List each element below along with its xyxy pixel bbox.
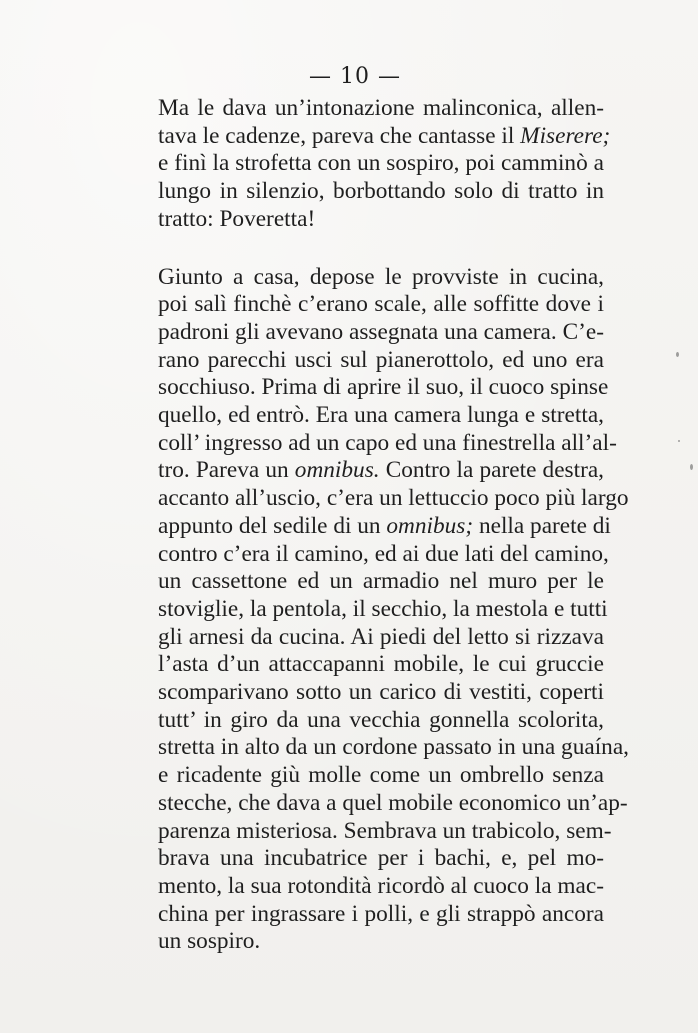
text-line [138,789,628,818]
text-run: Ma le dava un’intonazione malinconica, allen- [158,95,604,121]
text-run: stecche, che dava a quel mobile economico un’ap- [158,789,628,816]
scan-speck [690,464,693,470]
text-run: e finì la strofetta con un sospiro, poi camminò a [158,150,604,177]
text-line [138,264,604,292]
italic-run: omnibus. [294,457,380,484]
text-run: rano parecchi usci sul pianerottolo, ed uno era [158,346,604,373]
text-run: un cassettone ed un armadio nel muro per le [158,568,604,595]
text-line [138,928,604,956]
text-line [138,485,629,513]
text-run: tava le cadenze, pareva che cantasse il [158,122,521,149]
text-line [138,347,604,375]
text-run: tro. Pareva un [158,457,295,484]
text-line [138,95,604,123]
text-line [138,595,608,624]
text-line [138,402,604,430]
text-line [138,873,604,901]
text-run: padroni gli avevano assegnata una camera. C’e- [158,318,604,345]
text-run: quello, ed entrò. Era una camera lunga e stretta, [158,402,604,429]
text-line [138,901,604,929]
text-run: contro c’era il camino, ed ai due lati del camino, [158,540,609,567]
text-line [138,206,604,234]
text-run: mento, la sua rotondità ricordò al cuoco la mac- [158,872,604,899]
text-run: e ricadente giù molle come un ombrello senza [158,762,604,789]
text-line [138,734,629,762]
text-line [138,122,611,151]
text-line [138,707,604,735]
text-run: Giunto a casa, depose le provviste in cucina, [158,263,604,290]
text-line [138,429,617,458]
text-run: lungo in silenzio, borbottando solo di tratto in [158,178,604,205]
text-line [138,457,604,485]
text-run: brava una incubatrice per i bachi, e, pel mo- [158,845,604,872]
text-line [138,319,604,347]
text-run: china per ingrassare i polli, e gli strappò ancora [158,900,604,927]
text-run: Contro la parete destra, [379,457,604,484]
text-run: poi salì finchè c’erano scale, alle soffitte dove i [158,291,604,318]
text-run: appunto del sedile di un [158,512,387,539]
body-text [138,95,629,956]
paragraph [138,95,611,234]
text-run: l’asta d’un attaccapanni mobile, le cui gruccie [158,651,604,678]
text-run: gli arnesi da cucina. Ai piedi del letto si rizzava [158,623,604,650]
text-run: stoviglie, la pentola, il secchio, la mestola e tutti [158,595,608,622]
text-line [138,150,604,178]
text-line [138,624,604,652]
text-line [138,568,604,596]
italic-run: omnibus; [386,512,474,539]
scan-speck [676,352,679,357]
italic-run: Miserere; [520,122,611,149]
text-line [138,374,609,402]
text-line [138,679,604,707]
text-run: scomparivano sotto un carico di vestiti, coperti [158,679,604,706]
text-line [138,178,604,206]
text-run: parenza misteriosa. Sembrava un trabicolo, sem- [158,817,612,844]
text-run: tratto: Poveretta! [158,205,316,232]
page-number: — 10 — [309,64,401,89]
text-run: accanto all’uscio, c’era un lettuccio poco più largo [158,485,629,512]
text-line [138,845,604,873]
text-line [138,540,609,569]
text-run: socchiuso. Prima di aprire il suo, il cuoco spinse [158,374,609,401]
text-line [138,762,604,790]
text-run: nella parete di [473,512,611,539]
scan-speck [678,440,680,442]
text-run: tutt’ in giro da una vecchia gonnella scolorita, [158,706,604,733]
text-line [138,817,612,846]
text-run: stretta in alto da un cordone passato in una guaína, [158,734,629,761]
text-line [138,291,604,319]
text-line [138,651,604,679]
paragraph [138,263,629,957]
text-run: coll’ ingresso ad un capo ed una finestrella all’al- [158,429,617,456]
text-line [138,512,611,541]
text-run: un sospiro. [158,928,261,955]
